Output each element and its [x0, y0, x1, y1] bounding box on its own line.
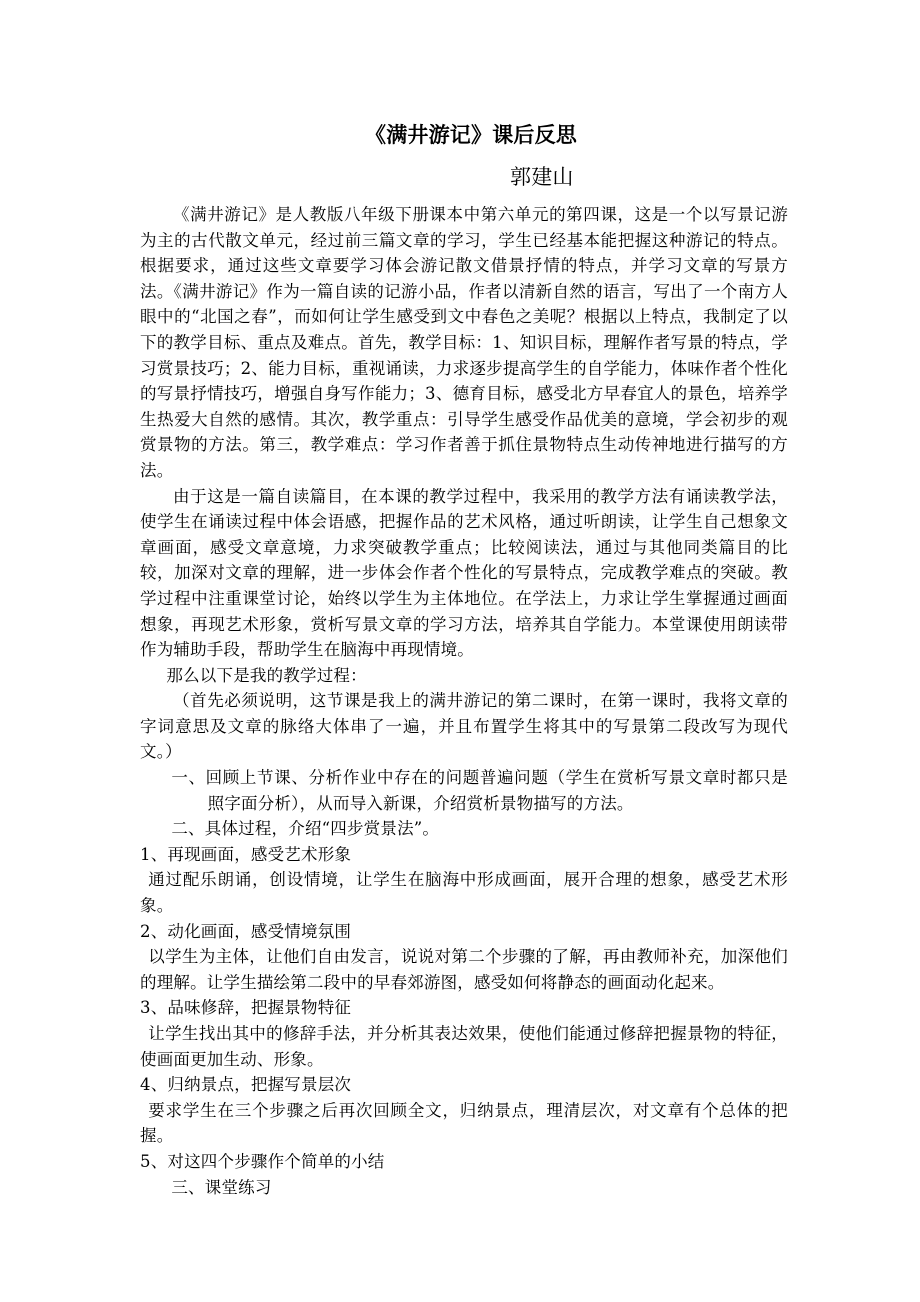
note-paragraph: （首先必须说明，这节课是我上的满井游记的第二课时，在第一课时，我将文章的字词意思及文章的脉络大体串了一遍，并且布置学生将其中的写景第二段改写为现代文。） [140, 691, 788, 762]
step-heading-3: 3、品味修辞，把握景物特征 [140, 998, 352, 1018]
section-three: 三、课堂练习 [171, 1177, 272, 1197]
step-body-4: 要求学生在三个步骤之后再次回顾全文，归纳景点，理清层次，对文章有个总体的把握。 [140, 1100, 788, 1146]
intro-paragraph: 《满井游记》是人教版八年级下册课本中第六单元的第四课，这是一个以写景记游为主的古代散文单元，经过前三篇文章的学习，学生已经基本能把握这种游记的特点。根据要求，通过这些文章要学习体会游记散文借景抒情的特点，并学习文章的写景方法。《满井游记》作为一篇自读的记游小品，作者以清新自然的语言，写出了一个南方人眼中的“北国之春”，而如何让学生感受到文中春色之美呢？根据以上特点，我制定了以下的教学目标、重点及难点。首先，教学目标：1、知识目标，理解作者写景的特点，学习赏景技巧；2、能力目标，重视诵读，力求逐步提高学生的自学能力，体味作者个性化的写景抒情技巧，增强自身写作能力；3、德育目标，感受北方早春宜人的景色，培养学生热爱大自然的感情。其次，教学重点：引导学生感受作品优美的意境，学会初步的观赏景物的方法。第三，教学难点：学习作者善于抓住景物特点生动传神地进行描写的方法。 [140, 205, 788, 480]
step-body-3: 让学生找出其中的修辞手法，并分析其表达效果，使他们能通过修辞把握景物的特征，使画面更加生动、形象。 [140, 1024, 788, 1069]
step-body-1: 通过配乐朗诵，创设情境，让学生在脑海中形成画面，展开合理的想象，感受艺术形象。 [140, 870, 788, 916]
step-heading-1: 1、再现画面，感受艺术形象 [140, 844, 352, 864]
method-paragraph: 由于这是一篇自读篇目，在本课的教学过程中，我采用的教学方法有诵读教学法，使学生在诵读过程中体会语感，把握作品的艺术风格，通过听朗读，让学生自己想象文章画面，感受文章意境，力求突破教学重点；比较阅读法，通过与其他同类篇目的比较，加深对文章的理解，进一步体会作者个性化的写景特点，完成教学难点的突破。教学过程中注重课堂讨论，始终以学生为主体地位。在学法上，力求让学生掌握通过画面想象，再现艺术形象，赏析写景文章的学习方法，培养其自学能力。本堂课使用朗读带作为辅助手段，帮助学生在脑海中再现情境。 [140, 486, 788, 660]
author-name: 郭建山 [510, 165, 574, 189]
step-body-2: 以学生为主体，让他们自由发言，说说对第二个步骤的了解，再由教师补充，加深他们的理解。让学生描绘第二段中的早春郊游图，感受如何将静态的画面动化起来。 [140, 947, 788, 992]
process-intro: 那么以下是我的教学过程： [166, 665, 367, 685]
step-heading-5: 5、对这四个步骤作个简单的小结 [140, 1151, 385, 1171]
step-heading-2: 2、动化画面，感受情境氛围 [140, 921, 352, 941]
document-title: 《满井游记》课后反思 [365, 122, 577, 147]
document-page [140, 118, 788, 1200]
step-heading-4: 4、归纳景点，把握写景层次 [140, 1075, 352, 1095]
section-one: 一、回顾上节课、分析作业中存在的问题普遍问题（学生在赏析写景文章时都只是照字面分析），从而导入新课，介绍赏析景物描写的方法。 [171, 768, 788, 813]
section-two: 二、具体过程，介绍“四步赏景法”。 [171, 819, 440, 839]
